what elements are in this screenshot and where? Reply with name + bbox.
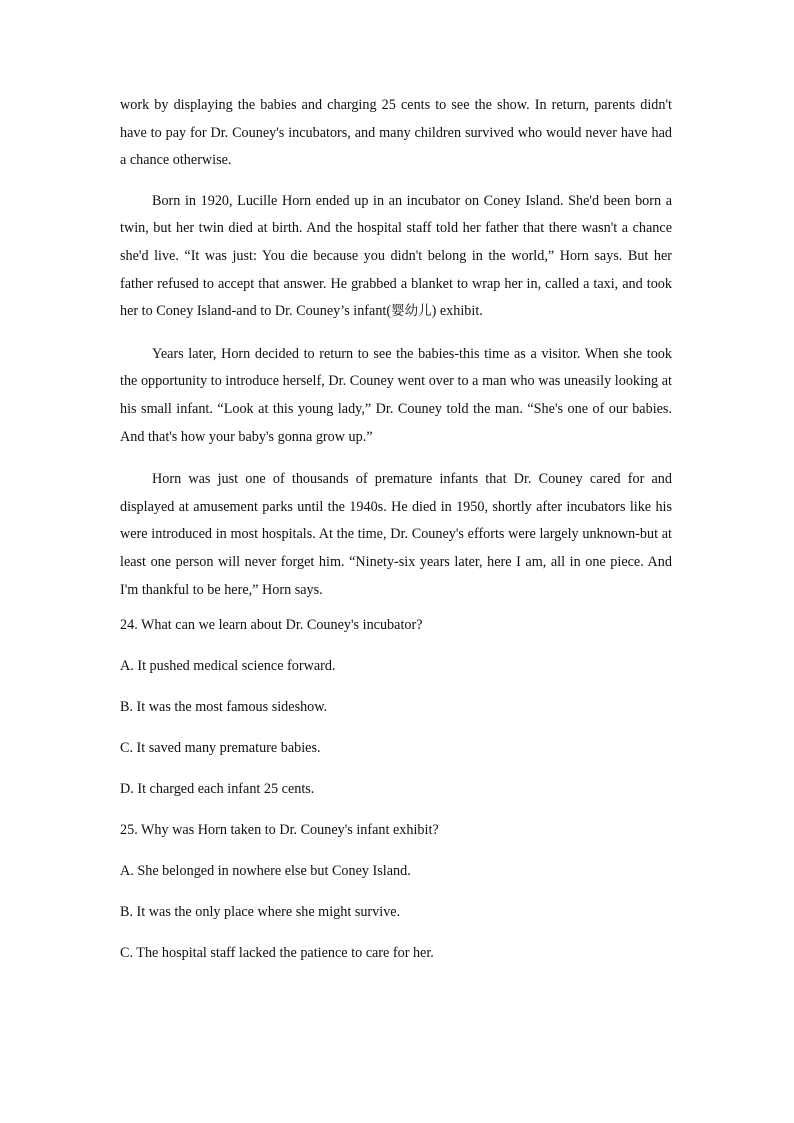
paragraph-2-end: ) exhibit. [431, 303, 483, 320]
question-stem: 24. What can we learn about Dr. Couney's incubator? [120, 617, 423, 634]
option-c: C. It saved many premature babies. [120, 740, 321, 757]
option-d: D. It charged each infant 25 cents. [120, 781, 315, 798]
option-c: C. The hospital staff lacked the patience to care for her. [120, 945, 434, 962]
passage-paragraph-3: Years later, Horn decided to return to see the babies-this time as a visitor. When she took the opportunity to introduce herself, Dr. Couney went over to a man who was uneasily looking at his small infant. “Look at this young lady,” Dr. Couney told the man. “She's one of our babies. And that's how your baby's gonna grow up.” [120, 345, 672, 445]
passage-paragraph-4: Horn was just one of thousands of premature infants that Dr. Couney cared for and displayed at amusement parks until the 1940s. He died in 1950, shortly after incubators like his were introduced in most hospitals. At the time, Dr. Couney's efforts were largely unknown-but at least one person will never forget him. “Ninety-six years later, here I am, all in one piece. And I'm thankful to be here,” Horn says. [120, 471, 672, 598]
option-b: B. It was the most famous sideshow. [120, 699, 328, 716]
chinese-gloss: 婴幼儿 [391, 303, 432, 320]
question-24 [120, 615, 672, 799]
question-25 [120, 820, 672, 963]
document-page [120, 92, 672, 984]
option-a: A. It pushed medical science forward. [120, 658, 336, 675]
passage-paragraph-1: work by displaying the babies and charging 25 cents to see the show. In return, parents didn't have to pay for Dr. Couney's incubators, and many children survived who would never have had a chance otherwise. [120, 97, 672, 169]
question-stem: 25. Why was Horn taken to Dr. Couney's infant exhibit? [120, 822, 439, 839]
paragraph-2-text: Born in 1920, Lucille Horn ended up in an incubator on Coney Island. She'd been born a twin, but her twin died at birth. And the hospital staff told her father that there wasn't a chance she'd live. “It was just: You die because you didn't belong in the world,” Horn says. But her father refused to accept that answer. He grabbed a blanket to wrap her in, called a taxi, and took her to Coney Island-and to Dr. Couney’s infant( [120, 192, 672, 320]
option-b: B. It was the only place where she might survive. [120, 904, 401, 921]
passage-paragraph-2 [120, 188, 672, 326]
option-a: A. She belonged in nowhere else but Coney Island. [120, 863, 411, 880]
